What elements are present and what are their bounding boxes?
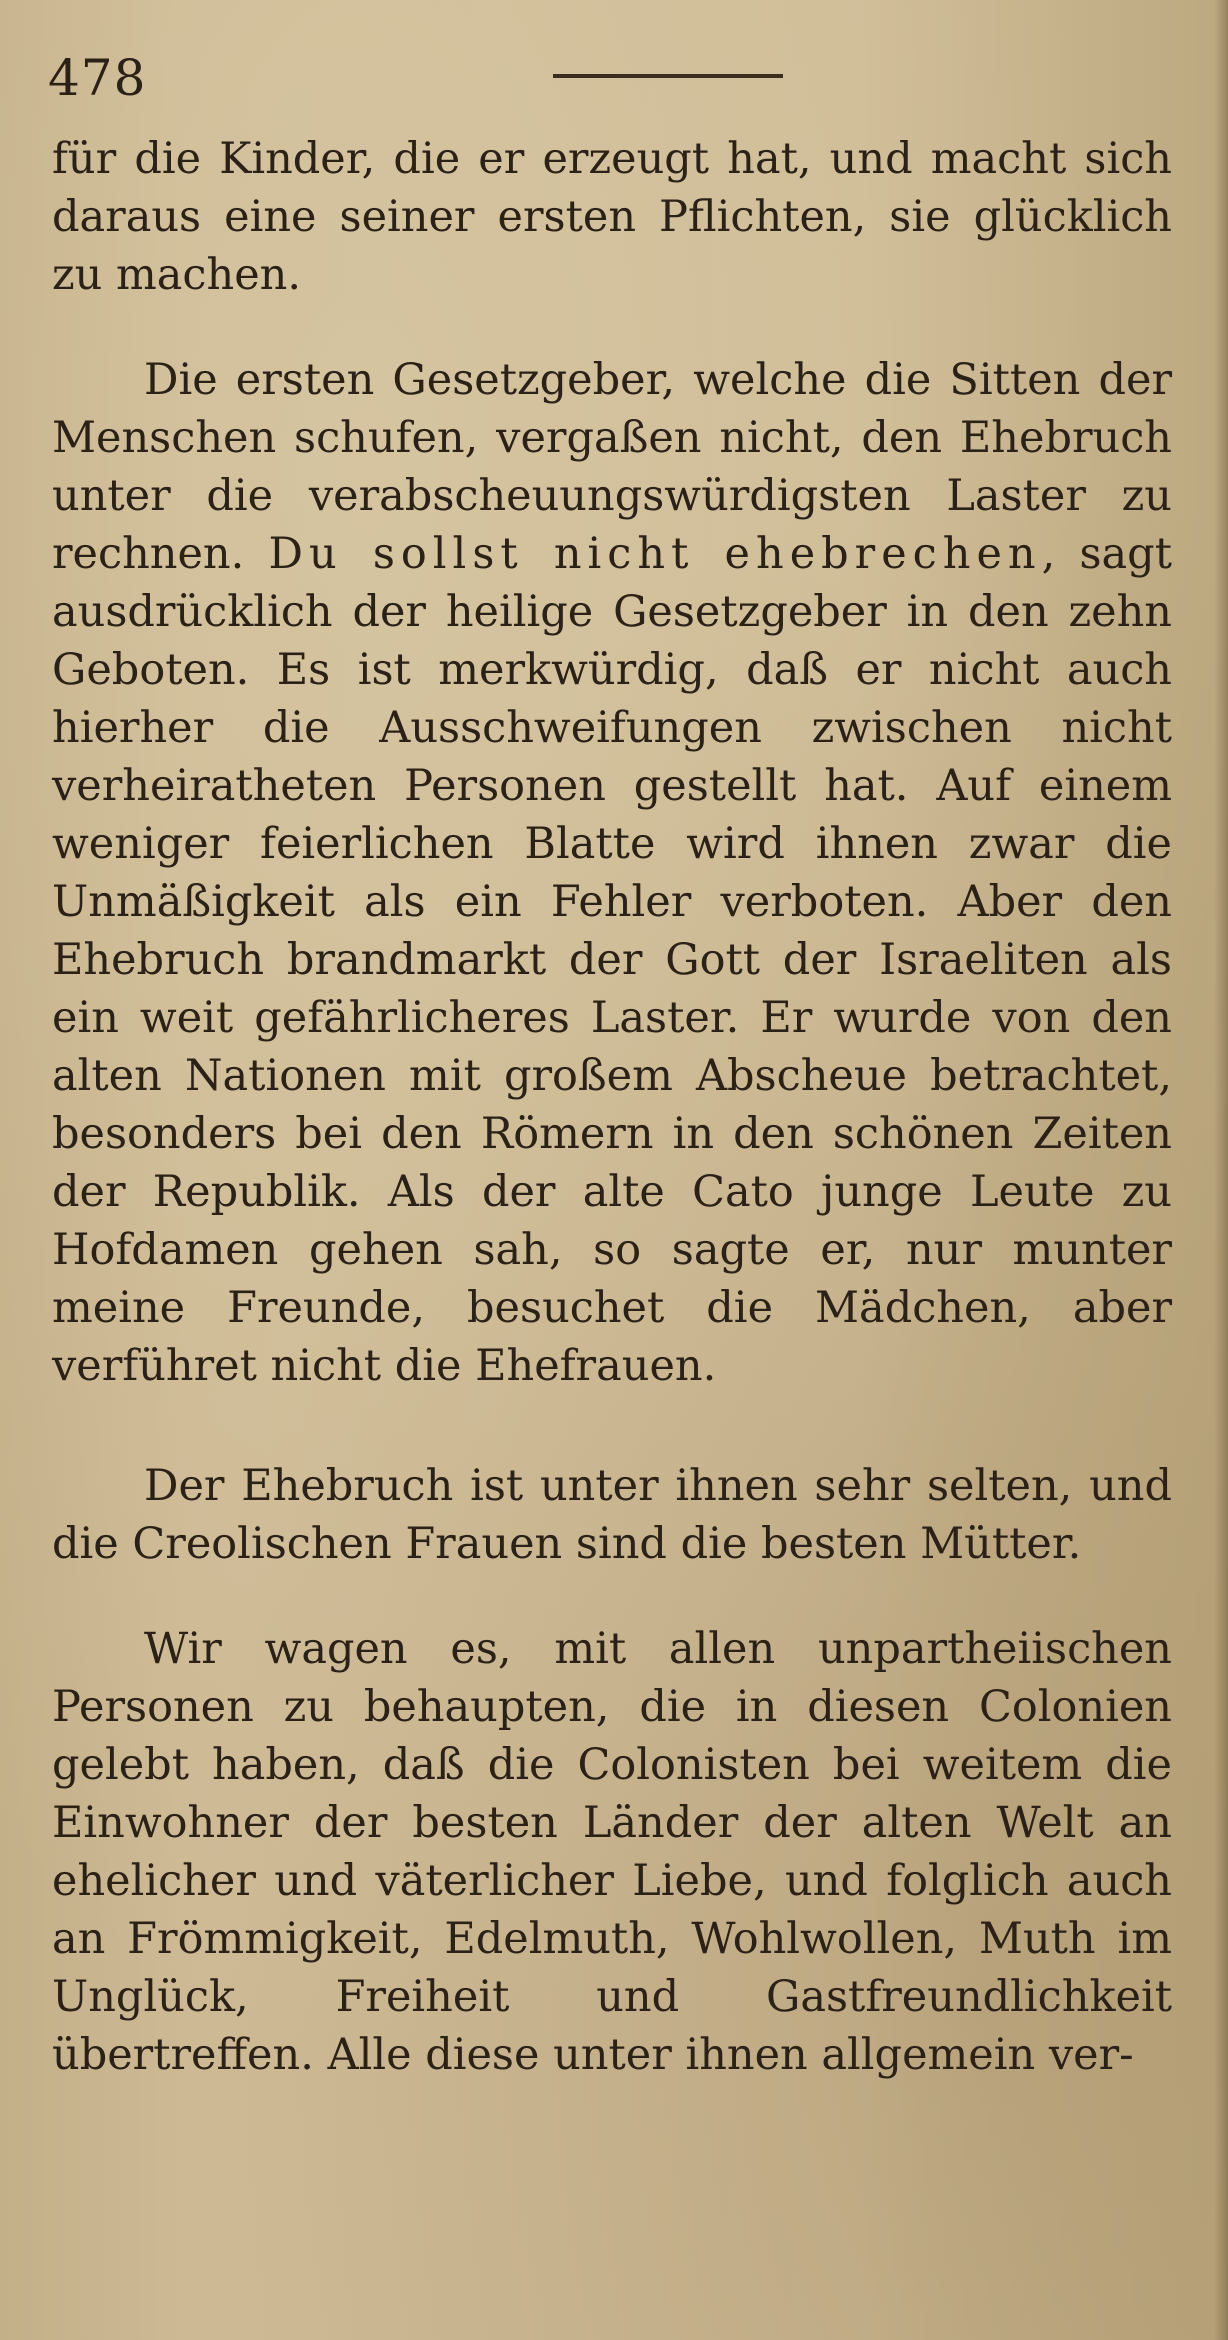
paragraph-4: Wir wagen es, mit allen unpartheiischen Personen zu behaupten, die in diesen Colonien gelebt haben, daß die Colonisten bei weitem die Einwohner der besten Länder der alten Welt an ehelicher und väterlicher Liebe, und folglich auch an Frömmigkeit, Edelmuth, Wohlwollen, Muth im Unglück, Freiheit und Gastfreundlichkeit übertreffen. Alle diese unter ihnen allgemein ver- [52, 1624, 1172, 2080]
body-text [52, 130, 1172, 2084]
paragraph-1: für die Kinder, die er erzeugt hat, und macht sich daraus eine seiner ersten Pflichten, sie glücklich zu machen. [52, 134, 1172, 300]
paragraph-3: Der Ehebruch ist unter ihnen sehr selten, und die Creolischen Frauen sind die besten Mütter. [52, 1461, 1172, 1569]
page-header [48, 48, 1178, 108]
paragraph-2-text-after: , sagt ausdrücklich der heilige Gesetzgeber in den zehn Geboten. Es ist merkwürdig, daß er nicht auch hierher die Ausschweifungen zwischen nicht verheiratheten Personen gestellt hat. Auf einem weniger feierlichen Blatte wird ihnen zwar die Unmäßigkeit als ein Fehler verboten. Aber den Ehebruch brandmarkt der Gott der Israeliten als ein weit gefährlicheres Laster. Er wurde von den alten Nationen mit großem Abscheue betrachtet, besonders bei den Römern in den schönen Zeiten der Republik. Als der alte Cato junge Leute zu Hofdamen gehen sah, so sagte er, nur munter meine Freunde, besuchet die Mädchen, aber verführet nicht die Ehefrauen. [52, 529, 1172, 1391]
paragraph-2 [52, 351, 1172, 1395]
page-edge-shadow [1214, 0, 1228, 2340]
paragraph-2-text-before: Die ersten Gesetzgeber, welche die Sitten der Menschen schufen, vergaßen nicht, den Ehebruch unter die verabscheuungswürdigsten Laster zu rechnen. [52, 355, 1172, 579]
header-rule [553, 74, 783, 78]
page-number: 478 [48, 49, 147, 107]
commandment-quote: Du sollst nicht ehebrechen [268, 529, 1042, 579]
